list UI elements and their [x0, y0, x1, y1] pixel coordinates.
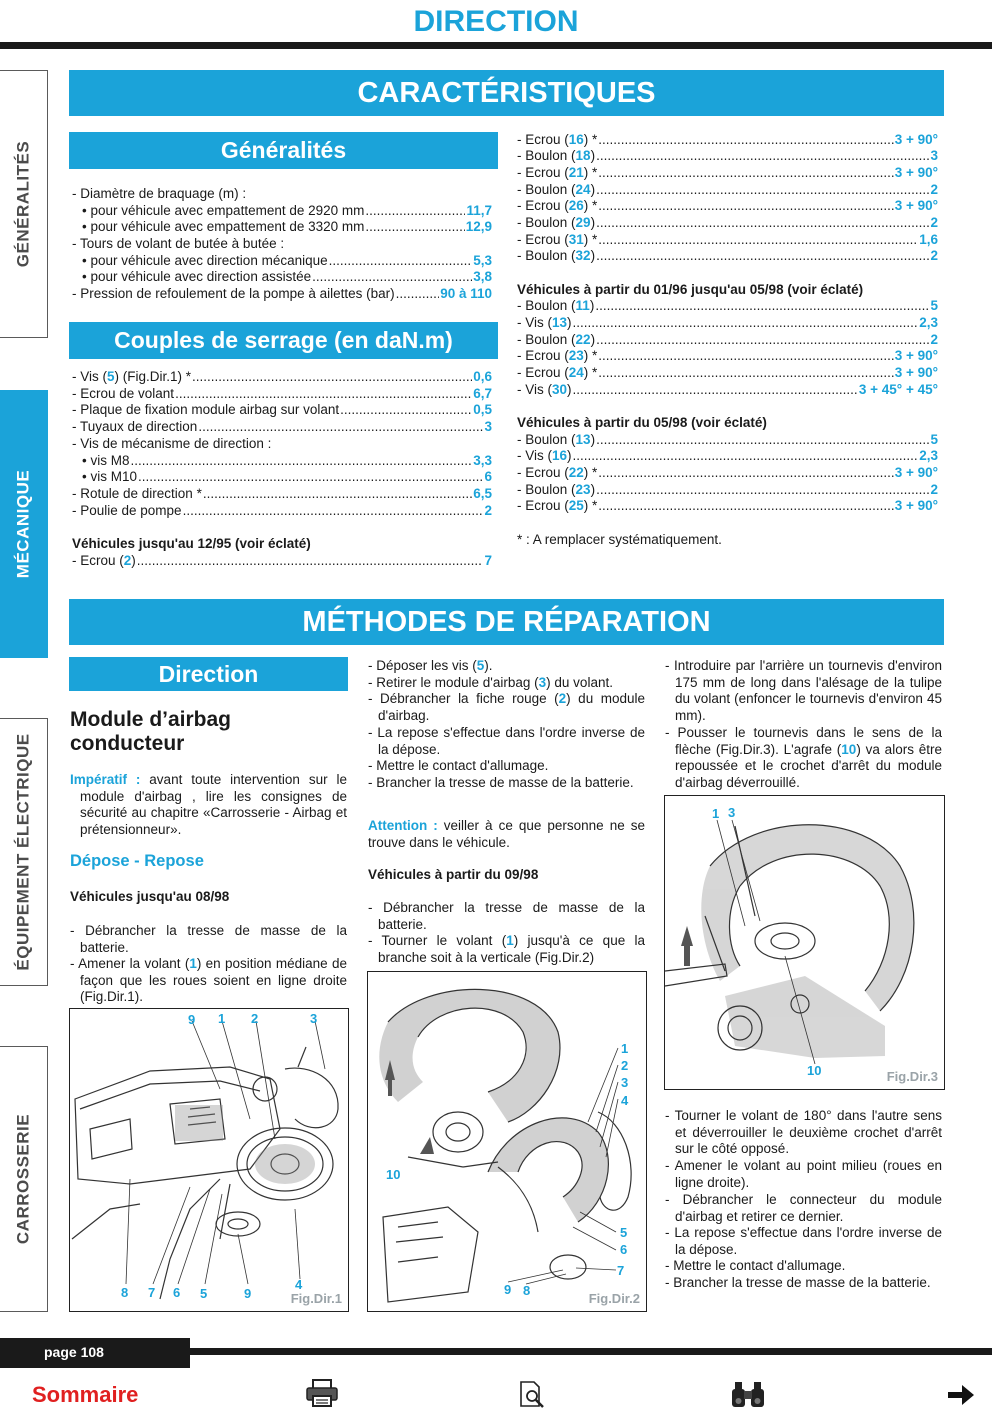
- side-tab-label: MÉCANIQUE: [13, 469, 33, 579]
- step-item: - Débrancher la tresse de masse de la batterie.: [368, 900, 645, 932]
- spec-row: • pour véhicule avec empattement de 2920 mm ..... 11,7: [72, 203, 492, 220]
- callout-label: 1: [712, 806, 720, 821]
- steering-wheel-illustration: [368, 972, 647, 1312]
- torque-row: - Ecrou (21) * ..... 3 + 90°: [517, 165, 938, 182]
- callout-label: 10: [386, 1167, 401, 1182]
- page-title: DIRECTION: [413, 5, 579, 38]
- callout-label: 6: [620, 1242, 628, 1257]
- figure-dir-2: [367, 971, 647, 1312]
- step-item: - Débrancher la fiche rouge (2) du module d'airbag.: [368, 691, 645, 723]
- torque-row: - Ecrou (23) * ..... 3 + 90°: [517, 348, 938, 365]
- subsection-banner-couples: Couples de serrage (en daN.m): [69, 322, 498, 359]
- side-tab-generalites[interactable]: [0, 70, 48, 338]
- side-tab-carrosserie[interactable]: [0, 1046, 48, 1312]
- depose-title: Dépose - Repose: [70, 852, 204, 870]
- step-item: - Amener le volant au point milieu (roues en ligne droite).: [665, 1158, 942, 1190]
- torque-row: - Ecrou (22) * ..... 3 + 90°: [517, 465, 938, 482]
- step-item: - Débrancher la tresse de masse de la batterie.: [70, 923, 347, 955]
- step-item: - Retirer le module d'airbag (3) du volant.: [368, 675, 613, 690]
- bottom-rule: [190, 1348, 992, 1355]
- callout-label: 5: [200, 1286, 208, 1301]
- callout-label: 8: [523, 1283, 531, 1298]
- printer-icon[interactable]: [305, 1378, 339, 1408]
- callout-label: 5: [620, 1225, 628, 1240]
- figure-dir-3: [664, 795, 945, 1090]
- torque-row: - Ecrou (25) * ..... 3 + 90°: [517, 498, 938, 515]
- torque-row: - Poulie de pompe ..... 2: [72, 503, 492, 520]
- step-item: - Tourner le volant (1) jusqu'à ce que la branche soit à la verticale (Fig.Dir.2): [368, 933, 645, 965]
- torque-row: - Ecrou de volant ..... 6,7: [72, 386, 492, 403]
- subsection-banner-direction: Direction: [69, 657, 348, 691]
- binoculars-icon[interactable]: [729, 1379, 767, 1409]
- step-item: - Débrancher le connecteur du module d'airbag et retirer ce dernier.: [665, 1192, 942, 1224]
- spec-row: • pour véhicule avec empattement de 3320 mm ..... 12,9: [72, 219, 492, 236]
- torque-row: - Ecrou (24) * ..... 3 + 90°: [517, 365, 938, 382]
- section-banner-caracteristiques: CARACTÉRISTIQUES: [69, 70, 944, 116]
- torque-row: - Boulon (24) ..... 2: [517, 182, 938, 199]
- spec-row: - Pression de refoulement de la pompe à ailettes (bar) ..... 90 à 110: [72, 286, 492, 303]
- callout-label: 7: [617, 1263, 625, 1278]
- dashboard-illustration: [70, 1009, 349, 1312]
- torque-row: - Vis (30) ..... 3 + 45° + 45°: [517, 382, 938, 399]
- page-number-label: page 108: [0, 1338, 190, 1368]
- torque-row: - Vis (13) ..... 2,3: [517, 315, 938, 332]
- callout-label: 9: [504, 1282, 512, 1297]
- torque-row: - Ecrou (16) * ..... 3 + 90°: [517, 132, 938, 149]
- torque-row: • vis M10 ..... 6: [72, 469, 492, 486]
- torque-row: • vis M8 ..... 3,3: [72, 453, 492, 470]
- step-item: - Pousser le tournevis dans le sens de la flèche (Fig.Dir.3). L'agrafe (10) va alors être repoussée et le crochet d'arrêt du module d'airbag déverrouillé.: [665, 725, 943, 790]
- vehicle-heading: Véhicules à partir du 09/98: [368, 867, 539, 882]
- figure-caption: Fig.Dir.1: [290, 1291, 342, 1307]
- callout-label: 4: [621, 1093, 629, 1108]
- torque-row: - Vis (5) (Fig.Dir.1) * ..... 0,6: [72, 369, 492, 386]
- torque-row: - Boulon (11) ..... 5: [517, 298, 938, 315]
- side-tab-equipement-electrique[interactable]: [0, 718, 48, 986]
- step-item: - Tourner le volant de 180° dans l'autre sens et déverrouiller le deuxième crochet d'arrêt sur le côté opposé.: [665, 1108, 942, 1157]
- side-tab-label: CARROSSERIE: [13, 1113, 33, 1245]
- side-tab-label: GÉNÉRALITÉS: [13, 140, 33, 268]
- callout-label: 8: [121, 1285, 129, 1300]
- step-item: - Mettre le contact d'allumage.: [665, 1258, 846, 1273]
- step-item: - Mettre le contact d'allumage.: [368, 758, 549, 773]
- callout-label: 9: [244, 1286, 252, 1301]
- torque-row: - Rotule de direction * ..... 6,5: [72, 486, 492, 503]
- spec-line: - Diamètre de braquage (m) :: [72, 186, 247, 201]
- torque-row: - Boulon (23) ..... 2: [517, 482, 938, 499]
- document-search-icon[interactable]: [518, 1380, 546, 1410]
- section-banner-methodes: MÉTHODES DE RÉPARATION: [69, 599, 944, 645]
- callout-label: 6: [173, 1285, 181, 1300]
- figure-caption: Fig.Dir.2: [588, 1291, 640, 1307]
- step-item: - La repose s'effectue dans l'ordre inverse de la dépose.: [368, 725, 645, 757]
- figure-dir-1: [69, 1008, 349, 1312]
- side-tab-label: ÉQUIPEMENT ÉLECTRIQUE: [13, 733, 33, 971]
- spec-line: - Tours de volant de butée à butée :: [72, 236, 285, 251]
- torque-row: - Boulon (29) ..... 2: [517, 215, 938, 232]
- callout-label: 4: [295, 1277, 303, 1292]
- steering-column-illustration: [665, 796, 945, 1090]
- subsection-banner-generalites: Généralités: [69, 132, 498, 169]
- torque-line: - Vis de mécanisme de direction :: [72, 436, 272, 451]
- torque-row: - Boulon (22) ..... 2: [517, 332, 938, 349]
- imperatif-note: Impératif : avant toute intervention sur le module d'airbag , lire les consignes de sécurité au chapitre «Carrosserie - Airbag et prétensionneur».: [70, 772, 347, 837]
- attention-note: Attention : veiller à ce que personne ne se trouve dans le véhicule.: [368, 818, 645, 850]
- side-tab-mecanique[interactable]: [0, 390, 48, 658]
- callout-label: 9: [188, 1012, 196, 1027]
- spec-row: • pour véhicule avec direction assistée ..... 3,8: [72, 269, 492, 286]
- step-item: - Amener la volant (1) en position médiane de façon que les roues soient en ligne droite (Fig.Dir.1).: [70, 956, 347, 1005]
- callout-label: 1: [218, 1011, 226, 1026]
- vehicle-heading: Véhicules jusqu'au 12/95 (voir éclaté): [72, 536, 311, 551]
- torque-row: - Ecrou (26) * ..... 3 + 90°: [517, 198, 938, 215]
- callout-label: 3: [310, 1011, 318, 1026]
- callout-label: 1: [621, 1041, 629, 1056]
- torque-row: - Boulon (32) ..... 2: [517, 248, 938, 265]
- torque-row: - Boulon (13) ..... 5: [517, 432, 938, 449]
- step-item: - Brancher la tresse de masse de la batterie.: [665, 1275, 931, 1290]
- torque-row: - Vis (16) ..... 2,3: [517, 448, 938, 465]
- vehicle-heading: Véhicules jusqu'au 08/98: [70, 889, 230, 904]
- torque-row: - Ecrou (31) * ..... 1,6: [517, 232, 938, 249]
- torque-row: - Tuyaux de direction ..... 3: [72, 419, 492, 436]
- callout-label: 3: [728, 805, 736, 820]
- callout-label: 3: [621, 1075, 629, 1090]
- sommaire-link[interactable]: Sommaire: [32, 1382, 139, 1407]
- torque-row: - Ecrou (2) ..... 7: [72, 553, 492, 570]
- step-item: - Déposer les vis (5).: [368, 658, 493, 673]
- footnote: * : A remplacer systématiquement.: [517, 532, 722, 547]
- torque-row: - Boulon (18) ..... 3: [517, 148, 938, 165]
- spec-row: • pour véhicule avec direction mécanique ..... 5,3: [72, 253, 492, 270]
- torque-row: - Plaque de fixation module airbag sur volant ..... 0,5: [72, 402, 492, 419]
- vehicle-heading: Véhicules à partir du 05/98 (voir éclaté): [517, 415, 767, 430]
- callout-label: 10: [807, 1063, 822, 1078]
- callout-label: 7: [148, 1285, 156, 1300]
- top-rule: [0, 42, 992, 49]
- vehicle-heading: Véhicules à partir du 01/96 jusqu'au 05/98 (voir éclaté): [517, 282, 864, 297]
- callout-label: 2: [251, 1011, 259, 1026]
- figure-caption: Fig.Dir.3: [886, 1069, 938, 1085]
- arrow-right-icon[interactable]: [946, 1382, 976, 1408]
- callout-label: 2: [621, 1058, 629, 1073]
- step-item: - Introduire par l'arrière un tournevis d'environ 175 mm de long dans l'alésage de la tulipe du volant (enfoncer le tournevis d'environ 45 mm).: [665, 658, 942, 723]
- module-title: Module d’airbag conducteur: [70, 708, 232, 755]
- step-item: - Brancher la tresse de masse de la batterie.: [368, 775, 634, 790]
- step-item: - La repose s'effectue dans l'ordre inverse de la dépose.: [665, 1225, 942, 1257]
